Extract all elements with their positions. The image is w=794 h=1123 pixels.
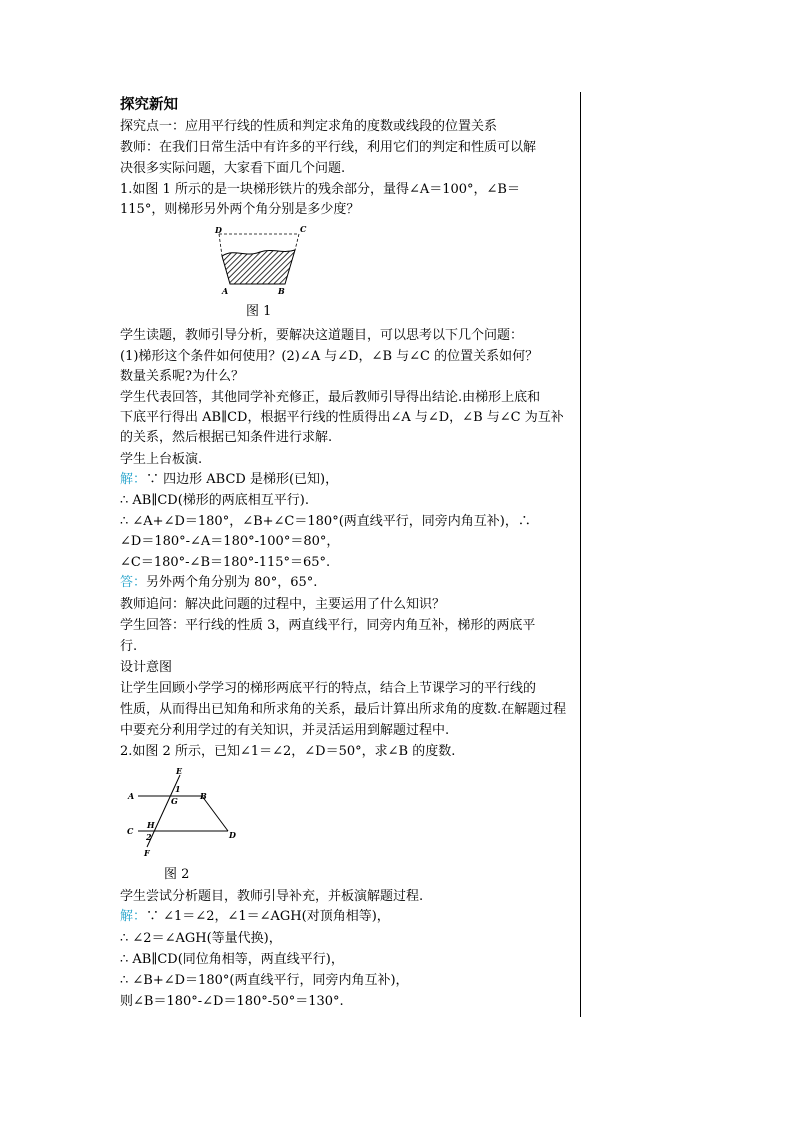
answer1-text: 另外两个角分别为 80°，65°. xyxy=(146,575,318,590)
questions-line-2: 数量关系呢?为什么？ xyxy=(120,369,244,384)
teacher-intro-line-1: 教师：在我们日常生活中有许多的平行线，利用它们的判定和性质可以解 xyxy=(120,140,537,155)
problem1-line-2: 115°，则梯形另外两个角分别是多少度？ xyxy=(120,202,360,217)
fig2-label-g: G xyxy=(171,796,178,806)
fig2-label-h: H xyxy=(147,820,155,830)
summary-line-3: 的关系，然后根据已知条件进行求解. xyxy=(120,430,333,445)
solution1-text-1: ∵ 四边形 ABCD 是梯形(已知)， xyxy=(146,472,339,487)
section-title: 探究新知 xyxy=(120,97,178,113)
solution2-text-1: ∵ ∠1＝∠2，∠1＝∠AGH(对顶角相等)， xyxy=(146,909,390,924)
figure-1-caption: 图 1 xyxy=(246,304,272,319)
fig2-label-e: E xyxy=(176,766,183,776)
student-answer-line-1: 学生回答：平行线的性质 3，两直线平行，同旁内角互补，梯形的两底平 xyxy=(120,618,536,633)
solution1-line-2: ∴ AB∥CD(梯形的两底相互平行). xyxy=(120,493,309,508)
fig2-label-d: D xyxy=(229,830,236,840)
fig2-label-a: A xyxy=(128,791,135,801)
design-line-1: 让学生回顾小学学习的梯形两底平行的特点，结合上节课学习的平行线的 xyxy=(120,681,537,696)
solution1-line-1 xyxy=(120,470,578,490)
fig2-label-angle-2: 2 xyxy=(146,832,152,842)
solution1-line-5: ∠C＝180°-∠B＝180°-115°＝65°. xyxy=(120,555,331,570)
analysis-1: 学生读题，教师引导分析，要解决这道题目，可以思考以下几个问题： xyxy=(120,328,524,343)
teacher-intro-line-2: 决很多实际问题，大家看下面几个问题. xyxy=(120,161,346,176)
solution2-line-2: ∴ ∠2＝∠AGH(等量代换)， xyxy=(120,931,282,946)
figure-1-trapezoid xyxy=(205,222,315,300)
solution2-line-3: ∴ AB∥CD(同位角相等，两直线平行)， xyxy=(120,952,344,967)
answer-label: 答： xyxy=(120,575,147,590)
fig1-label-a: A xyxy=(222,286,229,296)
fig1-label-d: D xyxy=(215,225,222,235)
problem1-line-1: 1.如图 1 所示的是一块梯形铁片的残余部分，量得∠A＝100°，∠B＝ xyxy=(120,182,520,197)
fig1-label-b: B xyxy=(278,286,285,296)
solution1-line-3: ∴ ∠A+∠D＝180°，∠B+∠C＝180°(两直线平行，同旁内角互补)，∴ xyxy=(120,514,531,529)
figure-2-caption: 图 2 xyxy=(164,867,190,882)
analysis-2: 学生尝试分析题目，教师引导补充，并板演解题过程. xyxy=(120,889,424,904)
solution2-line-4: ∴ ∠B+∠D＝180°(两直线平行，同旁内角互补)， xyxy=(120,973,409,988)
summary-line-2: 下底平行得出 AB∥CD，根据平行线的性质得出∠A 与∠D，∠B 与∠C 为互补 xyxy=(120,410,564,425)
fig2-label-b: B xyxy=(200,791,207,801)
fig1-label-c: C xyxy=(300,224,307,234)
design-line-2: 性质，从而得出已知角和所求角的关系，最后计算出所求角的度数.在解题过程 xyxy=(120,702,567,717)
right-border-line xyxy=(580,92,581,1017)
fig2-label-angle-1: 1 xyxy=(175,784,181,794)
solution2-label: 解： xyxy=(120,909,147,924)
questions-line-1: (1)梯形这个条件如何使用？(2)∠A 与∠D，∠B 与∠C 的位置关系如何？ xyxy=(120,349,539,364)
fig2-label-f: F xyxy=(144,848,150,858)
student-answer-line-2: 行. xyxy=(120,639,138,654)
design-title: 设计意图 xyxy=(120,660,173,675)
fig2-label-c: C xyxy=(127,826,134,836)
figure-2-parallel-lines xyxy=(120,765,250,860)
design-line-3: 中要充分利用学过的有关知识，并灵活运用到解题过程中. xyxy=(120,723,450,738)
solution2-line-1 xyxy=(120,907,578,927)
solution-label: 解： xyxy=(120,472,147,487)
problem2: 2.如图 2 所示，已知∠1＝∠2，∠D＝50°，求∠B 的度数. xyxy=(120,744,456,759)
board-note: 学生上台板演. xyxy=(120,452,203,467)
summary-line-1: 学生代表回答，其他同学补充修正，最后教师引导得出结论.由梯形上底和 xyxy=(120,390,541,405)
exploration-point-1: 探究点一：应用平行线的性质和判定求角的度数或线段的位置关系 xyxy=(120,119,498,134)
teacher-followup: 教师追问：解决此问题的过程中，主要运用了什么知识？ xyxy=(120,597,446,612)
solution1-line-4: ∠D＝180°-∠A＝180°-100°＝80°， xyxy=(120,534,340,549)
solution2-line-5: 则∠B＝180°-∠D＝180°-50°＝130°. xyxy=(120,994,344,1009)
answer1-line xyxy=(120,573,578,593)
